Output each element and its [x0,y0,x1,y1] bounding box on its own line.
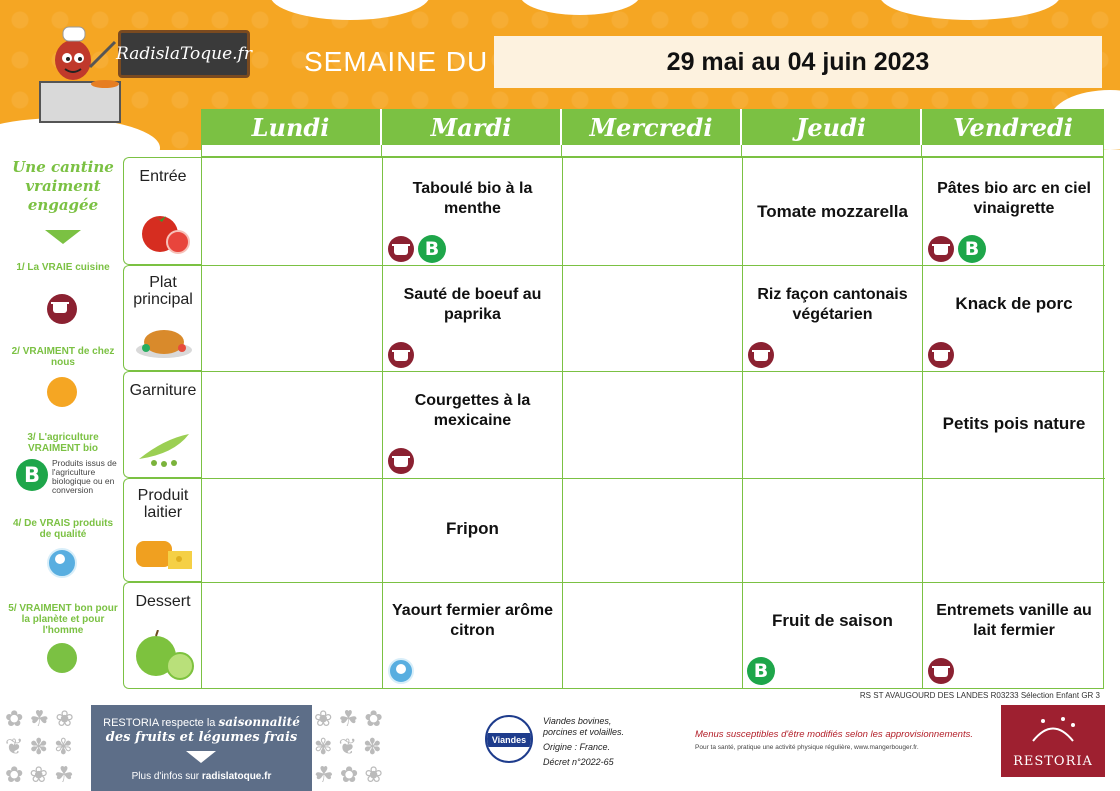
cooking-pot-icon [388,448,414,474]
chef-mascot-icon [35,22,125,127]
day-subheader [742,145,922,157]
dish-name: Pâtes bio arc en ciel vinaigrette [937,180,1091,217]
dish-name: Knack de porc [955,294,1073,313]
day-header-mercredi: Mercredi [562,109,742,145]
cell-entree-jeudi [743,158,923,266]
reference-code: RS ST AVAUGOURD DES LANDES R03233 Sélection Enfant GR 3 [859,691,1100,700]
legend-item-planet: 5/ VRAIMENT bon pour la planète et pour l'homme [8,603,118,636]
quality-label-icon [47,548,77,578]
day-header-vendredi: Vendredi [922,109,1104,145]
menu-grid [201,157,1104,689]
meat-origin-line: Origine : France. [543,742,611,752]
dish-name: Sauté de boeuf au paprika [403,286,542,323]
category-laitier [123,478,202,582]
dish-name: Fruit de saison [772,611,893,630]
day-header-lundi: Lundi [201,109,382,145]
cell-entree-mercredi [563,158,743,266]
cooking-pot-icon [388,236,414,262]
cell-plat-mardi [383,266,563,372]
category-plat [123,265,202,371]
cooking-pot-icon [928,658,954,684]
date-range: 29 mai au 04 juin 2023 [494,36,1102,88]
vegetable-pattern-icon: ✿ ☘ ❀ ❦ ✽ ✾ ✿ ❀ ☘ [5,706,74,787]
cooking-pot-icon [388,342,414,368]
week-label: SEMAINE DU [304,46,489,77]
dish-name: Fripon [446,519,499,538]
day-header-jeudi: Jeudi [742,109,922,145]
meat-origin-note [543,716,624,768]
restoria-brand: RESTORIA [1013,754,1093,769]
category-entree [123,157,202,265]
arrow-down-icon [186,751,216,763]
day-subheader [382,145,562,157]
category-label: Garniture [129,382,197,399]
bio-label-icon: B [958,235,986,263]
roast-chicken-icon [134,312,194,362]
legend-bio-note: Produits issus de l'agriculture biologique ou en conversion [52,458,117,495]
legend-item-bio: 3/ L'agriculture VRAIMENT bio [27,432,99,454]
dish-name: Petits pois nature [942,414,1086,433]
viandes-francaises-logo [485,715,533,763]
dish-name: Yaourt fermier arôme citron [392,602,553,639]
category-garniture [123,371,202,478]
cell-entree-lundi [202,158,383,266]
restoria-emblem-icon [1023,711,1083,751]
banner-text: RESTORIA respecte la [103,717,219,729]
dish-name: Courgettes à la mexicaine [414,392,531,429]
meat-origin-line: Viandes bovines, [543,716,612,726]
cell-garniture-jeudi [743,372,923,479]
quality-label-icon [388,658,414,684]
day-subheader [562,145,742,157]
day-subheader [201,145,382,157]
category-dessert [123,582,202,689]
cell-dessert-mercredi [563,583,743,688]
cell-garniture-mardi [383,372,563,479]
cell-garniture-lundi [202,372,383,479]
cheese-icon [134,523,194,573]
category-label: Entrée [139,168,187,185]
cooking-pot-icon [928,342,954,368]
radislatoque-link[interactable]: radislatoque.fr [201,771,272,782]
legend-title: Une cantine vraiment engagée [12,158,114,214]
category-label: Produit laitier [137,487,189,521]
banner-text: Plus d'infos sur [131,771,202,782]
dish-name: Taboulé bio à la menthe [412,180,533,217]
cell-garniture-vendredi [923,372,1105,479]
menu-change-note: Menus susceptibles d'être modifiés selon les approvisionnements. [695,729,973,740]
cell-laitier-mardi [383,479,563,583]
meat-origin-line: porcines et volailles. [543,727,625,737]
site-logo[interactable]: RadislaToque.fr [118,30,250,78]
cell-dessert-jeudi [743,583,923,688]
legend-item-quality: 4/ De VRAIS produits de qualité [12,518,113,540]
health-note: Pour ta santé, pratique une activité physique régulière, www.mangerbouger.fr. [695,744,919,751]
legend-item-local: 2/ VRAIMENT de chez nous [11,346,115,368]
local-farm-icon [47,377,77,407]
cell-plat-vendredi [923,266,1105,372]
banner-emphasis: saisonnalité [218,715,300,729]
cell-plat-lundi [202,266,383,372]
category-label: Plat principal [133,274,193,308]
viandes-logo-label: Viandes [485,733,533,747]
tomato-icon [134,206,194,256]
category-label: Dessert [135,593,191,610]
cooking-pot-icon [47,294,77,324]
arrow-down-icon [45,230,81,244]
cell-dessert-mardi [383,583,563,688]
cooking-pot-icon [928,236,954,262]
cell-garniture-mercredi [563,372,743,479]
vegetable-pattern-icon: ❀ ☘ ✿ ✾ ❦ ✽ ☘ ✿ ❀ [314,706,383,787]
cell-laitier-lundi [202,479,383,583]
bio-label-icon: B [16,459,48,491]
cell-plat-jeudi [743,266,923,372]
apple-icon [134,630,194,680]
meat-origin-line: Décret n°2022-65 [543,757,614,767]
cell-dessert-vendredi [923,583,1105,688]
day-header-mardi: Mardi [382,109,562,145]
cooking-pot-icon [748,342,774,368]
day-subheader [922,145,1104,157]
restoria-logo [1001,705,1105,777]
cell-plat-mercredi [563,266,743,372]
dish-name: Entremets vanille au lait fermier [936,602,1092,639]
bio-label-icon: B [747,657,775,685]
planet-icon [47,643,77,673]
cell-dessert-lundi [202,583,383,688]
cell-laitier-vendredi [923,479,1105,583]
cell-laitier-jeudi [743,479,923,583]
legend-item-cuisine: 1/ La VRAIE cuisine [16,262,110,273]
dish-name: Tomate mozzarella [757,202,908,221]
seasonality-banner [91,705,312,791]
banner-text: des fruits et légumes frais [105,730,298,745]
cell-laitier-mercredi [563,479,743,583]
peas-icon [134,419,194,469]
cell-entree-mardi [383,158,563,266]
dish-name: Riz façon cantonais végétarien [757,286,908,323]
bio-label-icon: B [418,235,446,263]
cell-entree-vendredi [923,158,1105,266]
